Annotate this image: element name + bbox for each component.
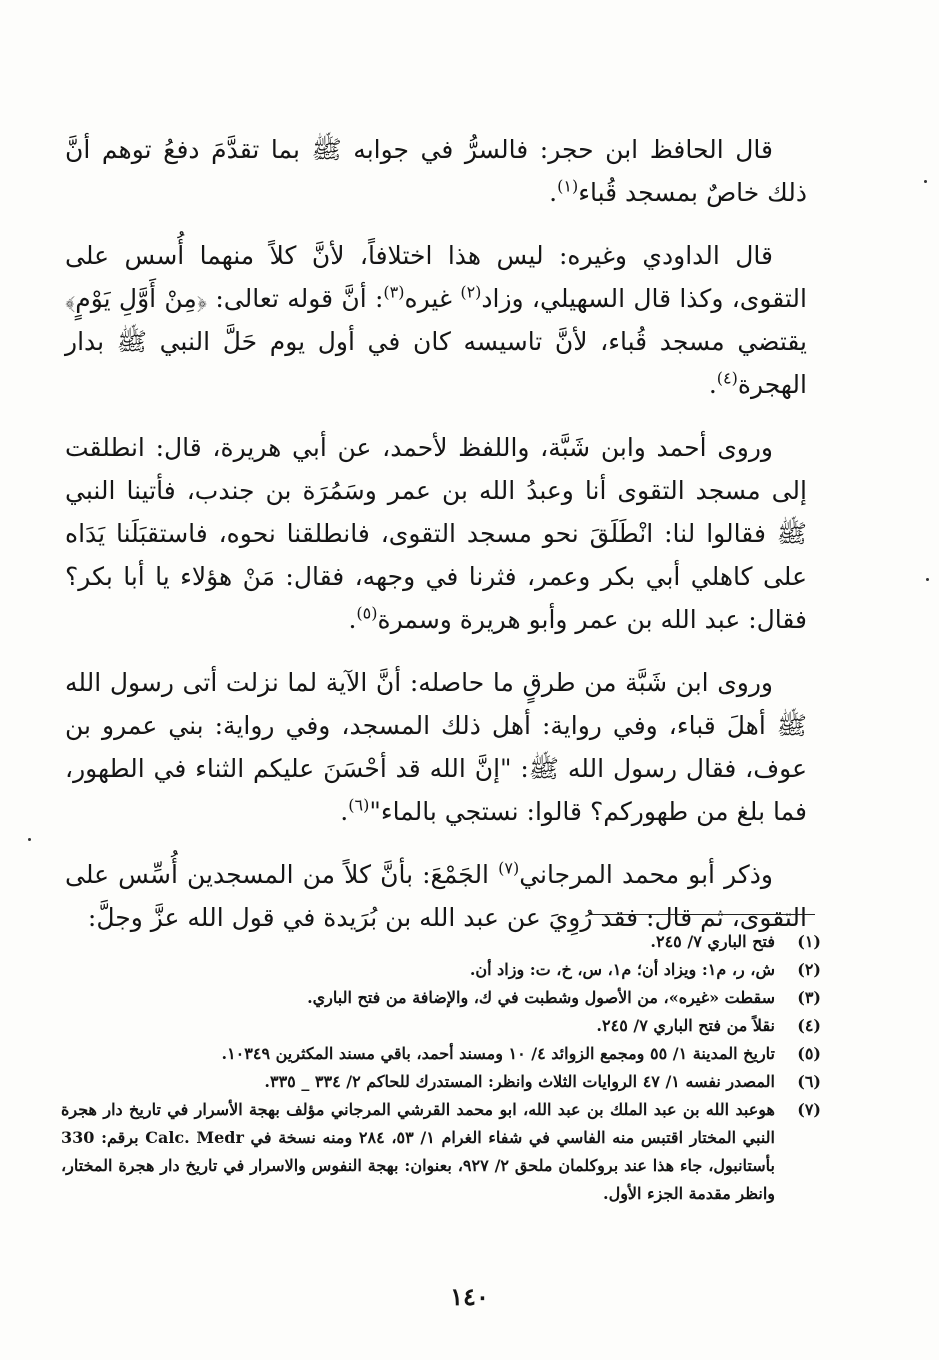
footnote-number: (٢) — [797, 960, 821, 979]
text-segment: قال الحافظ ابن حجر: فالسرُّ في جوابه ﷺ بما تقدَّمَ دفعُ توهم أنَّ ذلك خاصٌ بمسجد قُباء — [65, 135, 807, 207]
footnote-ref: (٤) — [716, 368, 738, 388]
footnote-number: (١) — [797, 932, 821, 951]
paragraph — [65, 853, 807, 939]
text-segment: . — [708, 370, 717, 399]
footnote-ref: (١) — [557, 176, 579, 196]
paragraph — [65, 661, 807, 833]
footnote-text: نقلاً من فتح الباري ٧/ ٢٤٥. — [596, 1016, 775, 1035]
page-number: ١٤٠ — [450, 1282, 489, 1311]
footnote-text: سقطت «غيره»، من الأصول وشطبت في ك، والإضافة من فتح الباري. — [307, 988, 775, 1007]
footnote-number: (٥) — [797, 1044, 821, 1063]
footnote-number: (٧) — [797, 1100, 821, 1119]
footnote-text: المصدر نفسه ١/ ٤٧ الروايات الثلاث وانظر: المستدرك للحاكم ٢/ ٣٣٤ _ ٣٣٥. — [264, 1072, 775, 1091]
footnote — [61, 956, 821, 984]
text-segment: وذكر أبو محمد المرجاني — [519, 860, 773, 889]
scan-speck — [28, 838, 31, 841]
footnote — [61, 1012, 821, 1040]
footnote — [61, 984, 821, 1012]
footnote-ref: (٦) — [348, 795, 370, 815]
paragraph — [65, 234, 807, 406]
footnote — [61, 1096, 821, 1208]
text-segment: : أنَّ قوله تعالى: ﴿مِنْ أَوَّلِ يَوْمٍ﴾ يقتضي مسجد قُباء، لأنَّ تاسيسه كان في أول يوم حَلَّ النبي ﷺ بدار الهجرة — [65, 284, 807, 399]
scan-speck — [924, 180, 927, 183]
footnote — [61, 1068, 821, 1096]
footnote-ref: (٥) — [356, 603, 378, 623]
main-text — [65, 128, 807, 959]
text-segment: وروى ابن شَبَّة من طرقٍ ما حاصله: أنَّ الآية لما نزلت أتى رسول الله ﷺ أهلَ قباء، وفي رواية: أهل ذلك المسجد، وفي رواية: بني عمرو بن عوف، فقال رسول الله ﷺ: "إنَّ الله قد أحْسَنَ عليكم الثناء في الطهور، فما بلغ من طهوركم؟ قالوا: نستجي بالماء" — [65, 668, 807, 826]
scan-speck — [926, 578, 929, 581]
text-segment: . — [549, 178, 558, 207]
footnote — [61, 1040, 821, 1068]
text-segment: . — [340, 797, 349, 826]
footnotes — [61, 928, 821, 1208]
paragraph — [65, 426, 807, 641]
paragraph — [65, 128, 807, 214]
footnote-ref: (٢) — [460, 282, 482, 302]
text-segment: قال الداودي وغيره: ليس هذا اختلافاً، لأنَّ كلاً منهما أُسس على التقوى، وكذا قال السهيلي، وزاد — [65, 241, 807, 313]
footnote-ref: (٧) — [498, 858, 520, 878]
text-segment: وروى أحمد وابن شَبَّة، واللفظ لأحمد، عن أبي هريرة، قال: انطلقت إلى مسجد التقوى أنا وعبدُ الله بن عمر وسَمُرَة بن جندب، فأتينا النبي ﷺ فقالوا لنا: انْطَلَقَ نحو مسجد التقوى، فانطلقنا نحوه، فاستقبَلَنا يَدَاه على كاهلي أبي بكر وعمر، فثرنا في وجهه، فقال: مَنْ هؤلاء يا أبا بكر؟ فقال: عبد الله بن عمر وأبو هريرة وسمرة — [65, 433, 807, 634]
text-segment: الجَمْعَ: بأنَّ كلاً من المسجدين أُسِّس على التقوى، ثم قال: فقد رُوِيَ عن عبد الله بن بُرَيدة في قول الله عزَّ وجلَّ: — [65, 860, 807, 932]
footnote-separator — [590, 914, 815, 915]
text-segment: غيره — [404, 284, 461, 313]
footnote — [61, 928, 821, 956]
footnote-number: (٣) — [797, 988, 821, 1007]
footnote-text: هوعبد الله بن عبد الملك بن عبد الله، ابو محمد القرشي المرجاني مؤلف بهجة الأسرار في تاريخ دار هجرة النبي المختار اقتبس منه الفاسي في شفاء الغرام ١/ ٥٣، ٢٨٤ ومنه نسخة في Calc. Medr برقم: 330 بأستانبول، جاء هذا عند بروكلمان ملحق ٢/ ٩٢٧، بعنوان: بهجة النفوس والاسرار في تاريخ دار هجرة المختار، وانظر مقدمة الجزء الأول. — [61, 1100, 775, 1203]
footnote-number: (٦) — [797, 1072, 821, 1091]
footnote-number: (٤) — [797, 1016, 821, 1035]
text-segment: . — [348, 605, 357, 634]
footnote-text: فتح الباري ٧/ ٢٤٥. — [650, 932, 775, 951]
footnote-text: ش، ر، م١: ويزاد أن؛ م١، س، خ، ت: وزاد أن. — [469, 960, 775, 979]
footnote-ref: (٣) — [383, 282, 405, 302]
footnote-text: تاريخ المدينة ١/ ٥٥ ومجمع الزوائد ٤/ ١٠ ومسند أحمد، باقي مسند المكثرين ١٠٣٤٩. — [221, 1044, 775, 1063]
